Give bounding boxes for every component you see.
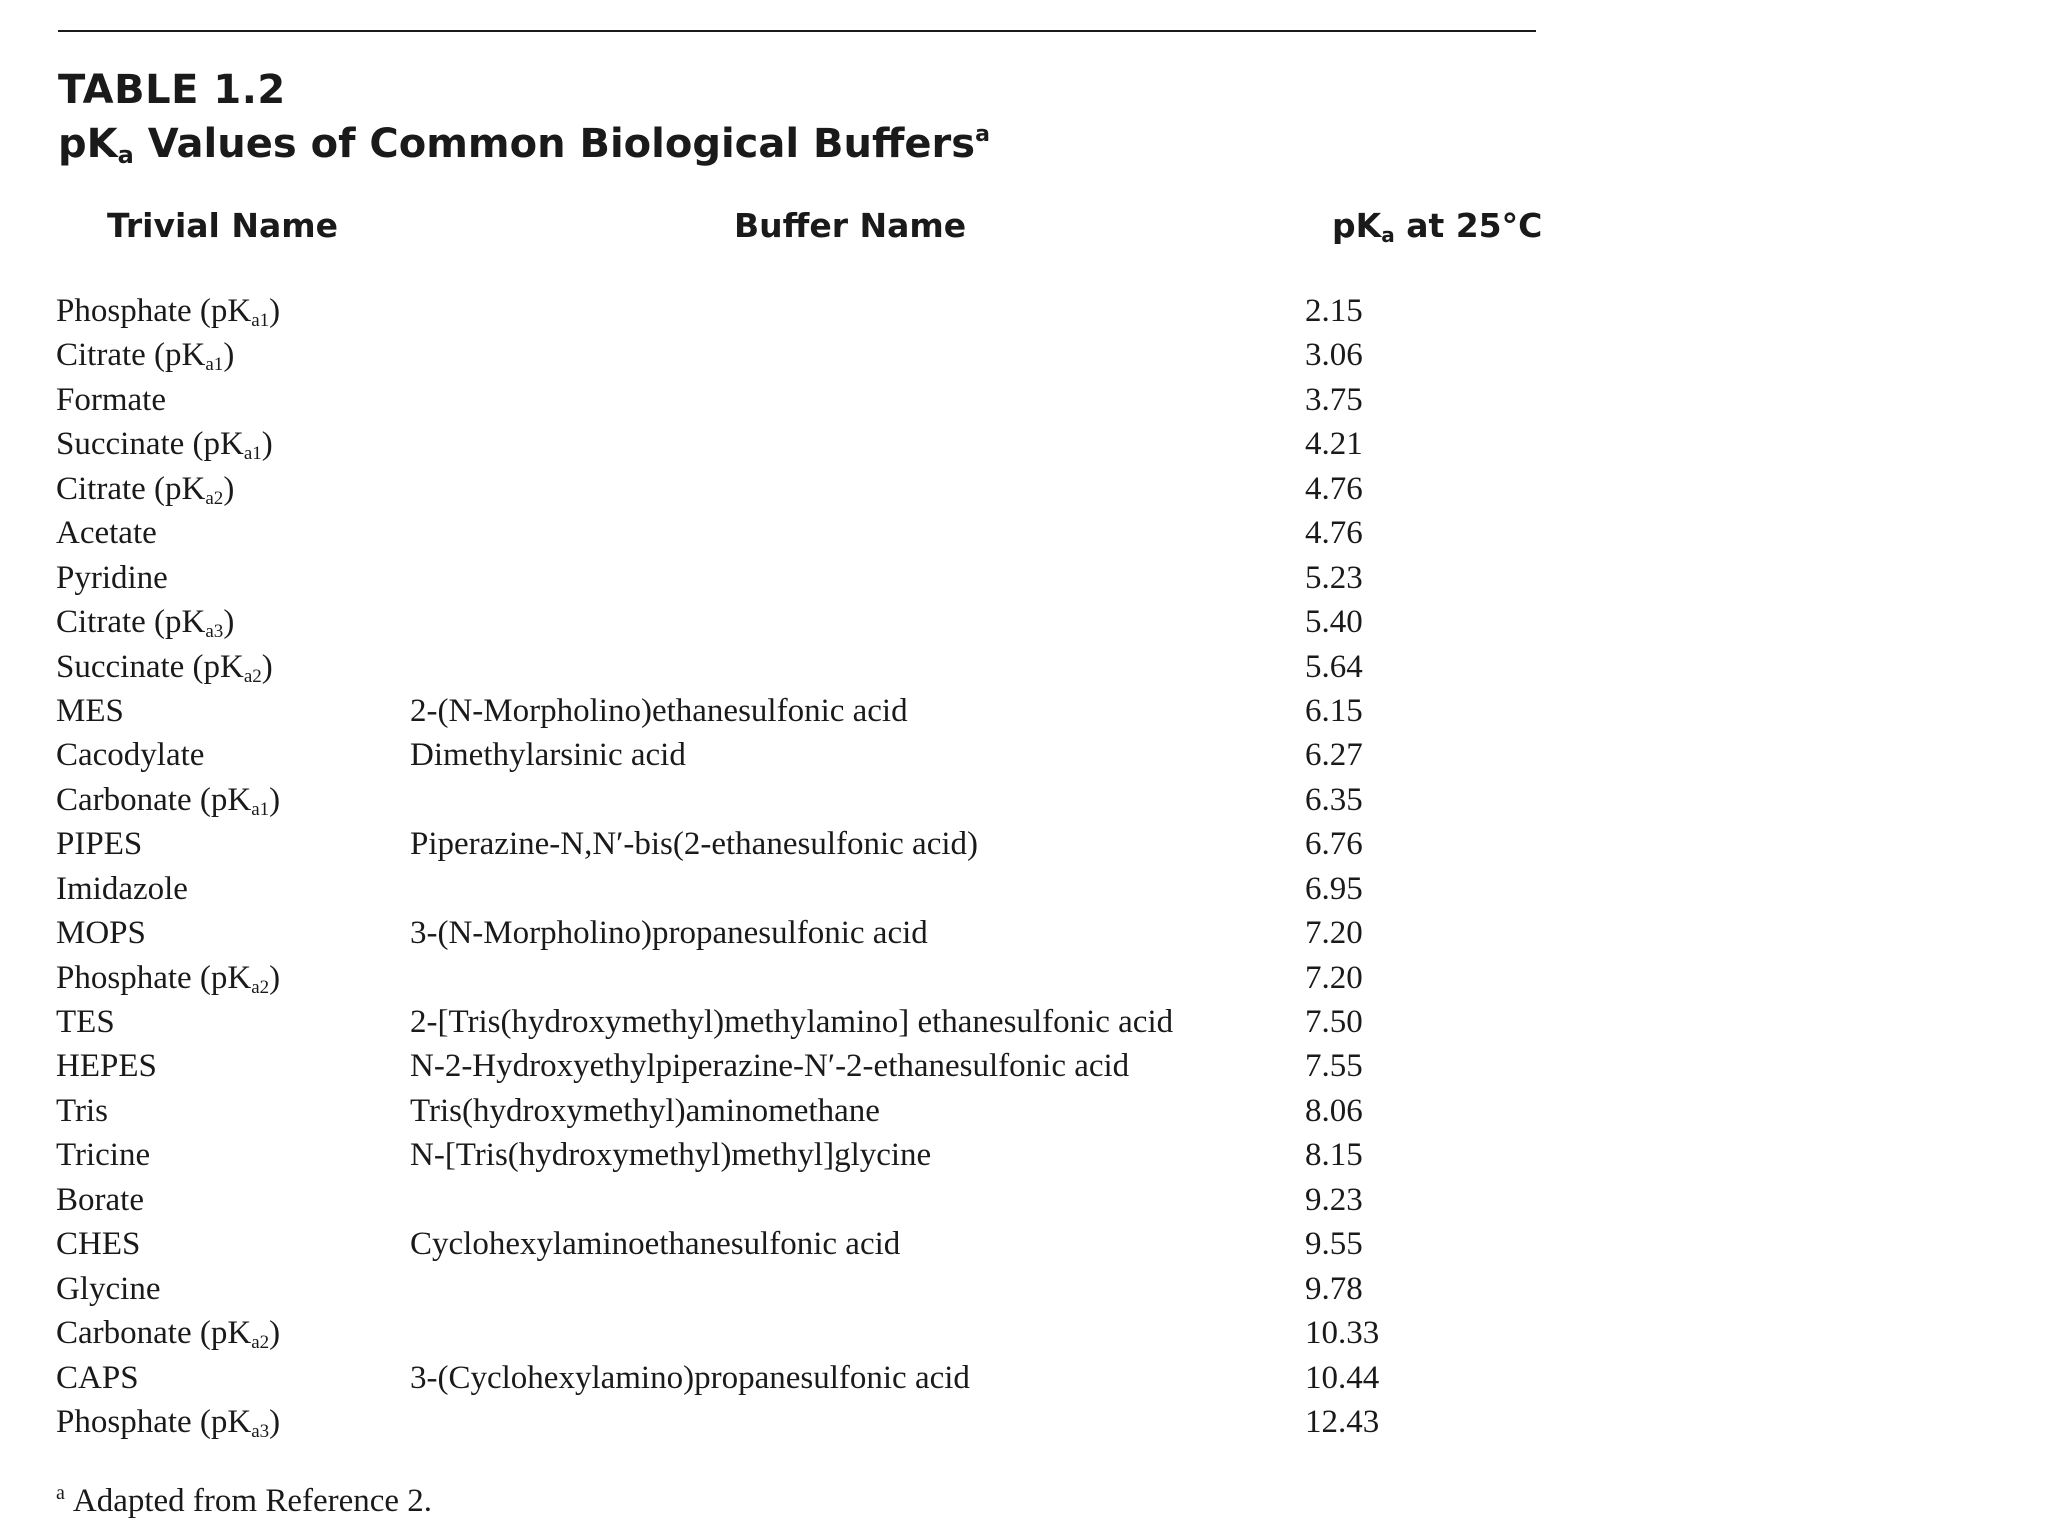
pka-value-cell: 7.20 [1305,915,1363,952]
trivial-name-text: Phosphate (pK [56,1403,252,1440]
trivial-name-text: Tris [56,1092,108,1129]
table-row [0,1356,2048,1400]
buffer-name-cell: Piperazine-N,N′-bis(2-ethanesulfonic acid) [410,826,978,863]
footnote [56,1479,432,1523]
trivial-name-text: Citrate (pK [56,337,206,374]
trivial-name-text: CAPS [56,1359,139,1396]
top-rule [58,30,1536,32]
closing-paren: ) [269,781,281,818]
trivial-name-cell [56,1000,115,1044]
pka-subscript: a1 [243,443,262,465]
closing-paren: ) [269,1315,281,1352]
pka-value-cell: 12.43 [1305,1403,1380,1440]
trivial-name-cell [56,1400,280,1444]
table-row [0,333,2048,377]
table-row [0,1178,2048,1222]
pka-value-cell: 10.33 [1305,1315,1380,1352]
table-row [0,867,2048,911]
trivial-name-cell [56,1044,157,1088]
pka-subscript: a2 [243,665,262,687]
title-footnote-mark: a [975,122,990,147]
pka-value-cell: 2.15 [1305,293,1363,329]
header-pk: pK [1332,206,1382,245]
pka-subscript: a1 [251,798,270,820]
table-row [0,1222,2048,1266]
pka-value-cell: 9.55 [1305,1226,1363,1263]
pka-value-cell: 9.78 [1305,1270,1363,1307]
title-text: Values of Common Biological Buffers [133,121,976,167]
trivial-name-text: HEPES [56,1048,157,1085]
trivial-name-text: Phosphate (pK [56,293,252,329]
trivial-name-text: Citrate (pK [56,604,206,641]
trivial-name-text: Tricine [56,1137,151,1174]
table-row [0,1000,2048,1044]
pka-subscript: a1 [205,354,224,376]
trivial-name-cell [56,778,280,822]
trivial-name-text: Pyridine [56,559,168,596]
closing-paren: ) [269,959,281,996]
table-row [0,511,2048,555]
trivial-name-text: MOPS [56,915,146,952]
trivial-name-cell [56,911,146,955]
closing-paren: ) [261,426,273,463]
pka-value-cell: 6.95 [1305,870,1363,907]
table-row [0,378,2048,422]
table-body [0,289,2048,1444]
trivial-name-cell [56,556,168,600]
trivial-name-text: PIPES [56,826,143,863]
closing-paren: ) [269,293,281,329]
trivial-name-cell [56,600,234,644]
pka-value-cell: 8.06 [1305,1092,1363,1129]
buffer-name-cell: N-[Tris(hydroxymethyl)methyl]glycine [410,1137,932,1174]
buffer-name-cell: 3-(N-Morpholino)propanesulfonic acid [410,915,928,952]
trivial-name-cell [56,378,166,422]
pka-value-cell: 4.76 [1305,515,1363,552]
footnote-text: Adapted from Reference 2. [72,1483,433,1519]
trivial-name-cell [56,1133,150,1177]
table-row [0,1133,2048,1177]
table-row [0,733,2048,777]
pka-value-cell: 7.55 [1305,1048,1363,1085]
trivial-name-text: Phosphate (pK [56,959,252,996]
closing-paren: ) [223,337,235,374]
table-label: TABLE 1.2 [58,67,286,113]
pka-value-cell: 4.21 [1305,426,1363,463]
table-row [0,1089,2048,1133]
trivial-name-cell [56,733,204,777]
trivial-name-cell [56,645,273,689]
closing-paren: ) [269,1403,281,1440]
table-row [0,600,2048,644]
pka-subscript: a2 [251,1332,270,1354]
table-row [0,1044,2048,1088]
table-row [0,911,2048,955]
table-row [0,422,2048,466]
trivial-name-text: Citrate (pK [56,470,206,507]
pka-value-cell: 9.23 [1305,1181,1363,1218]
trivial-name-cell [56,1356,139,1400]
closing-paren: ) [223,604,235,641]
trivial-name-text: Acetate [56,515,157,552]
trivial-name-text: Formate [56,381,166,418]
trivial-name-cell [56,956,280,1000]
table-row [0,556,2048,600]
pka-subscript: a1 [251,310,270,331]
column-header-pka [1332,203,1542,249]
pka-value-cell: 7.50 [1305,1004,1363,1040]
pka-value-cell: 3.06 [1305,337,1363,374]
closing-paren: ) [261,648,273,685]
trivial-name-text: Succinate (pK [56,426,244,463]
pka-value-cell: 3.75 [1305,381,1363,418]
header-pk-subscript: a [1381,223,1395,247]
trivial-name-cell [56,289,280,333]
trivial-name-text: MES [56,692,124,729]
trivial-name-cell [56,511,157,555]
trivial-name-text: Imidazole [56,870,188,907]
trivial-name-cell [56,1089,108,1133]
trivial-name-cell [56,1222,140,1266]
trivial-name-text: Cacodylate [56,737,205,774]
pka-value-cell: 10.44 [1305,1359,1380,1396]
pka-value-cell: 8.15 [1305,1137,1363,1174]
trivial-name-text: Succinate (pK [56,648,244,685]
trivial-name-cell [56,867,188,911]
table-row [0,645,2048,689]
trivial-name-cell [56,1178,144,1222]
table-row [0,1400,2048,1444]
pka-value-cell: 6.27 [1305,737,1363,774]
trivial-name-cell [56,689,124,733]
trivial-name-cell [56,422,273,466]
header-temp: at 25°C [1394,206,1543,245]
buffer-name-cell: 2-(N-Morpholino)ethanesulfonic acid [410,692,908,729]
footnote-mark: a [56,1482,65,1504]
pka-value-cell: 6.15 [1305,692,1363,729]
buffer-name-cell: Tris(hydroxymethyl)aminomethane [410,1092,880,1129]
trivial-name-cell [56,1267,160,1311]
pka-subscript: a2 [205,487,224,509]
pka-subscript: a3 [251,1420,270,1442]
buffer-name-cell: Cyclohexylaminoethanesulfonic acid [410,1226,901,1263]
title-pk-subscript: a [117,141,134,169]
table-row [0,822,2048,866]
table-row [0,467,2048,511]
buffer-name-cell: 2-[Tris(hydroxymethyl)methylamino] ethanesulfonic acid [410,1004,1174,1040]
trivial-name-text: Borate [56,1181,144,1218]
pka-value-cell: 4.76 [1305,470,1363,507]
buffer-name-cell: Dimethylarsinic acid [410,737,686,774]
trivial-name-text: CHES [56,1226,141,1263]
pka-subscript: a3 [205,621,224,643]
table-row [0,1267,2048,1311]
column-header-buffer-name: Buffer Name [734,206,967,245]
trivial-name-cell [56,1311,280,1355]
trivial-name-text: Carbonate (pK [56,1315,252,1352]
buffer-name-cell: 3-(Cyclohexylamino)propanesulfonic acid [410,1359,970,1396]
pka-value-cell: 7.20 [1305,959,1363,996]
table-title [58,116,990,172]
buffer-name-cell: N-2-Hydroxyethylpiperazine-N′-2-ethanesulfonic acid [410,1048,1130,1085]
table-row [0,778,2048,822]
pka-value-cell: 5.40 [1305,604,1363,641]
pka-value-cell: 5.64 [1305,648,1363,685]
trivial-name-text: TES [56,1004,115,1040]
title-pk: pK [58,121,118,167]
pka-value-cell: 6.76 [1305,826,1363,863]
trivial-name-cell [56,333,234,377]
pka-subscript: a2 [251,976,270,998]
column-header-trivial-name: Trivial Name [107,206,339,245]
closing-paren: ) [223,470,235,507]
trivial-name-cell [56,467,234,511]
trivial-name-text: Glycine [56,1270,161,1307]
trivial-name-cell [56,822,142,866]
table-row [0,1311,2048,1355]
table-row [0,289,2048,333]
pka-value-cell: 6.35 [1305,781,1363,818]
pka-value-cell: 5.23 [1305,559,1363,596]
trivial-name-text: Carbonate (pK [56,781,252,818]
table-row [0,689,2048,733]
table-row [0,956,2048,1000]
